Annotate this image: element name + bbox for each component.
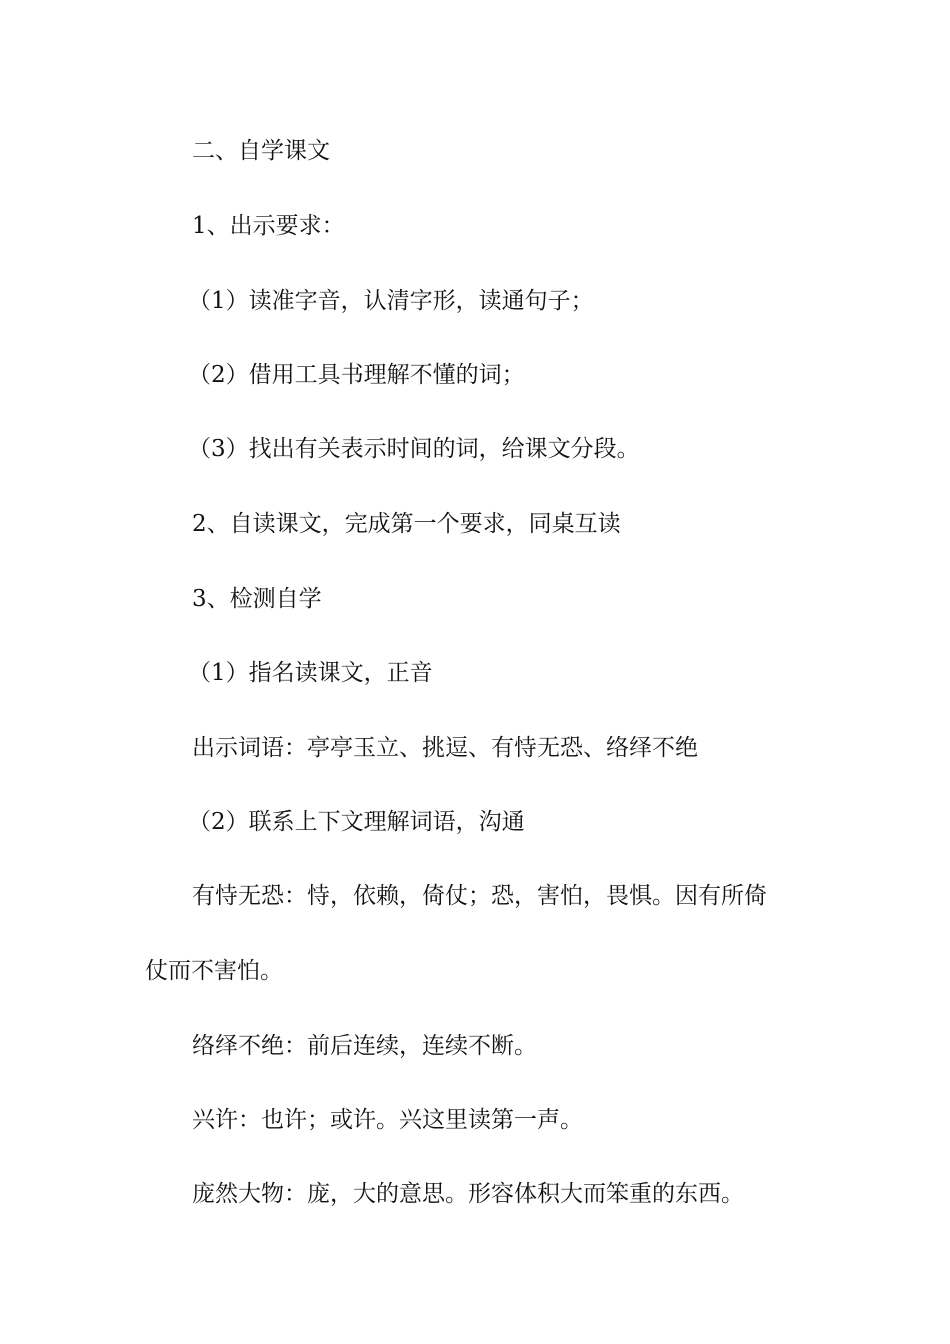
paragraph-line: （3）找出有关表示时间的词，给课文分段。	[188, 436, 640, 462]
paragraph-line: 庞然大物：庞，大的意思。形容体积大而笨重的东西。	[192, 1181, 744, 1207]
paragraph-line: 2、自读课文，完成第一个要求，同桌互读	[192, 511, 621, 537]
paragraph-line: 仗而不害怕。	[145, 958, 283, 984]
paragraph-line: （1）读准字音，认清字形，读通句子；	[188, 288, 594, 314]
paragraph-line: 出示词语：亭亭玉立、挑逗、有恃无恐、络绎不绝	[192, 735, 698, 761]
paragraph-line: （2）借用工具书理解不懂的词；	[188, 362, 525, 388]
paragraph-line: 1、出示要求：	[192, 213, 345, 239]
paragraph-line: （1）指名读课文，正音	[188, 660, 433, 686]
paragraph-line: （2）联系上下文理解词语，沟通	[188, 809, 525, 835]
paragraph-line: 3、检测自学	[192, 586, 322, 612]
paragraph-line: 兴许：也许；或许。兴这里读第一声。	[192, 1107, 583, 1133]
paragraph-line: 有恃无恐：恃，依赖，倚仗；恐，害怕，畏惧。因有所倚	[192, 883, 767, 909]
section-heading: 二、自学课文	[192, 138, 330, 164]
paragraph-line: 络绎不绝：前后连续，连续不断。	[192, 1033, 537, 1059]
